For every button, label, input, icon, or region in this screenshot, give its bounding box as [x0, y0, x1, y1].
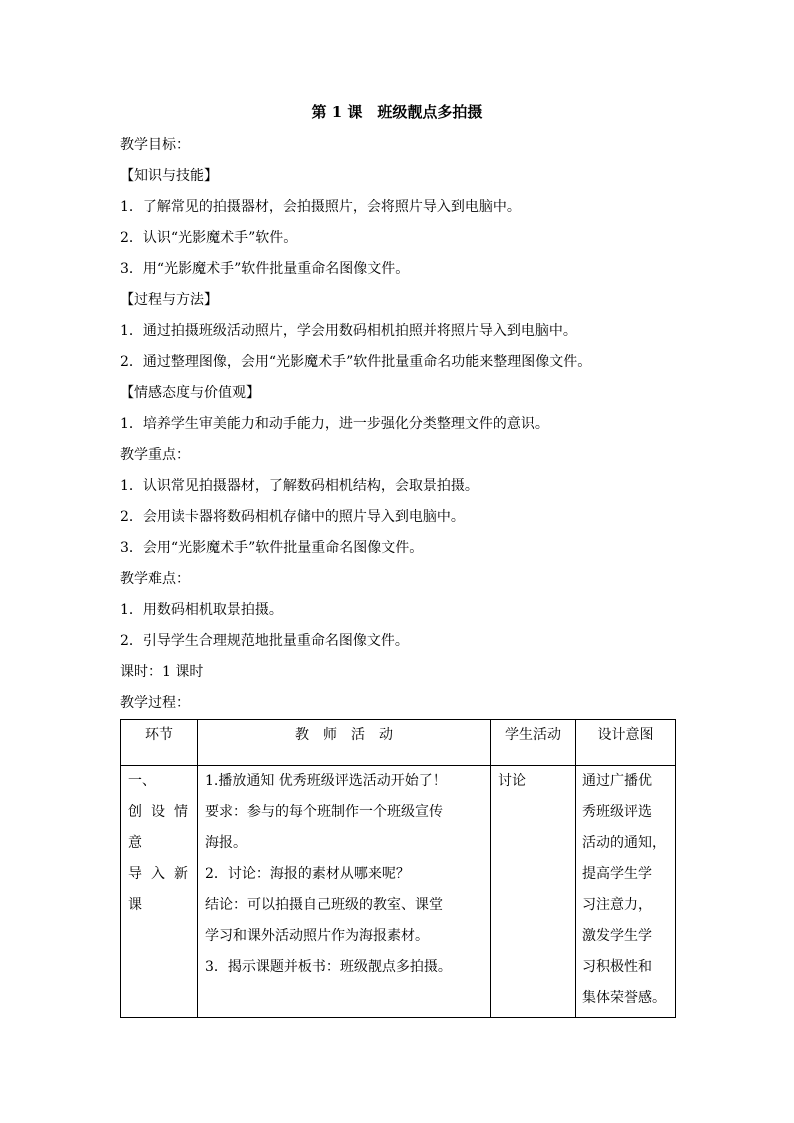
teacher-activity-line: 结论：可以拍摄自己班级的教室、课堂 [205, 897, 443, 913]
stage-line: 创设情 [128, 804, 197, 820]
design-intent-line: 提高学生学 [582, 866, 652, 882]
design-intent-line: 习注意力， [582, 897, 652, 913]
section-label-key-points: 教学重点： [120, 447, 190, 463]
class-hours: 课时：1 课时 [120, 664, 204, 680]
stage-line: 课 [128, 897, 142, 913]
design-intent-line: 集体荣誉感。 [582, 990, 666, 1006]
design-intent-line: 秀班级评选 [582, 804, 652, 820]
table-row [121, 766, 676, 1018]
objective-item: 1．通过拍摄班级活动照片，学会用数码相机拍照并将照片导入到电脑中。 [120, 323, 577, 339]
design-intent-line: 激发学生学 [582, 928, 652, 944]
teaching-process-table [120, 719, 676, 1018]
objective-item: 2．认识“光影魔术手”软件。 [120, 230, 298, 246]
lesson-title: 第 1 课 班级靓点多拍摄 [311, 103, 483, 121]
header-stage: 环节 [121, 720, 198, 766]
header-teacher-activity: 教 师 活 动 [198, 720, 491, 766]
teacher-activity-line: 学习和课外活动照片作为海报素材。 [205, 928, 429, 944]
student-activity-line: 讨论 [498, 773, 526, 789]
teacher-activity-line: 海报。 [205, 835, 247, 851]
section-label-difficulties: 教学难点： [120, 571, 190, 587]
teacher-activity-line: 3．揭示课题并板书：班级靓点多拍摄。 [205, 959, 452, 975]
design-intent-line: 通过广播优 [582, 773, 652, 789]
table-header-row [121, 720, 676, 766]
design-intent-line: 习积极性和 [582, 959, 652, 975]
header-student-activity: 学生活动 [491, 720, 576, 766]
student-activity-cell [491, 766, 576, 1018]
stage-cell [121, 766, 198, 1018]
subsection-attitude-values: 【情感态度与价值观】 [120, 385, 260, 401]
stage-line: 一、 [128, 773, 156, 789]
section-label-process: 教学过程： [120, 695, 190, 711]
stage-line: 导入新 [128, 866, 197, 882]
objective-item: 2．通过整理图像，会用“光影魔术手”软件批量重命名功能来整理图像文件。 [120, 354, 592, 370]
key-point-item: 2．会用读卡器将数码相机存储中的照片导入到电脑中。 [120, 509, 465, 525]
key-point-item: 3．会用“光影魔术手”软件批量重命名图像文件。 [120, 540, 424, 556]
teacher-activity-line: 2．讨论：海报的素材从哪来呢？ [205, 866, 410, 882]
lesson-body [120, 130, 680, 719]
difficulty-item: 1．用数码相机取景拍摄。 [120, 602, 283, 618]
key-point-item: 1．认识常见拍摄器材，了解数码相机结构，会取景拍摄。 [120, 478, 479, 494]
header-design-intent: 设计意图 [576, 720, 676, 766]
stage-line: 意 [128, 835, 142, 851]
objective-item: 1．了解常见的拍摄器材，会拍摄照片，会将照片导入到电脑中。 [120, 199, 521, 215]
subsection-process-methods: 【过程与方法】 [120, 292, 218, 308]
design-intent-line: 活动的通知， [582, 835, 666, 851]
teacher-activity-line: 要求：参与的每个班制作一个班级宣传 [205, 804, 443, 820]
objective-item: 3．用“光影魔术手”软件批量重命名图像文件。 [120, 261, 410, 277]
section-label-objectives: 教学目标： [120, 137, 190, 153]
objective-item: 1．培养学生审美能力和动手能力，进一步强化分类整理文件的意识。 [120, 416, 549, 432]
difficulty-item: 2．引导学生合理规范地批量重命名图像文件。 [120, 633, 409, 649]
subsection-knowledge-skills: 【知识与技能】 [120, 168, 218, 184]
design-intent-cell [576, 766, 676, 1018]
teacher-activity-cell [198, 766, 491, 1018]
teacher-activity-line: 1.播放通知 优秀班级评选活动开始了！ [205, 773, 447, 789]
